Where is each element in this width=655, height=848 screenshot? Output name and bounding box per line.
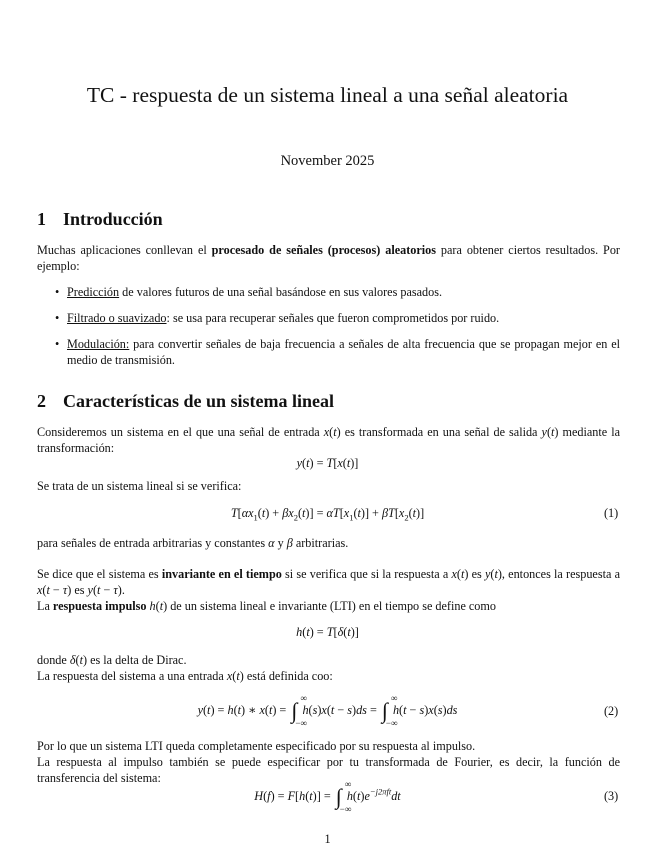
integral-icon: ∫ ∞ −∞ bbox=[381, 693, 398, 728]
equation-number: (3) bbox=[604, 789, 619, 803]
list-item bbox=[55, 310, 620, 326]
bold-text: procesado de señales (procesos) aleatorios bbox=[211, 243, 437, 257]
text: La respuesta del sistema a una entrada bbox=[37, 669, 227, 683]
bullet-icon: • bbox=[55, 311, 60, 325]
equation-convolution: y(t) = h(t) ∗ x(t) = ∫ ∞ −∞ h(s)x(t − s)ds = ∫ ∞ −∞ h(t − s)x(s)ds bbox=[197, 693, 458, 728]
bullet-icon: • bbox=[55, 337, 60, 351]
section-number: 2 bbox=[37, 391, 46, 411]
underlined-term: Modulación: bbox=[67, 337, 130, 351]
text: es bbox=[468, 567, 485, 581]
equation-transfer: H(f) = F[h(t)] = ∫ ∞ −∞ $h(t)e^{-j2\pi ft}dt$ bbox=[254, 779, 401, 814]
paragraph: Se dice que el sistema es invariante en el tiempo si se verifica que si la respuesta a x(t) es y(t), entonces la respuesta a x(t − τ) es y(t − τ). bbox=[37, 567, 620, 598]
underlined-term: Predicción bbox=[67, 285, 120, 299]
text: si se verifica que si la respuesta a bbox=[281, 567, 452, 581]
equation-transform: y(t) = T[x(t)] bbox=[296, 456, 359, 470]
bold-text: invariante en el tiempo bbox=[161, 567, 282, 581]
equation-number: (1) bbox=[604, 506, 619, 520]
list-item bbox=[55, 336, 620, 368]
document-date: November 2025 bbox=[280, 153, 375, 169]
text: arbitrarias. bbox=[292, 536, 349, 550]
underlined-term: Filtrado o suavizado bbox=[67, 311, 167, 325]
text: mediante la transformación: bbox=[37, 425, 620, 456]
text: : se usa para recuperar señales que fueron comprometidos por ruido. bbox=[166, 311, 500, 325]
section-number: 1 bbox=[37, 209, 46, 229]
text: de valores futuros de una señal basándose en sus valores pasados. bbox=[119, 285, 443, 299]
text: . bbox=[121, 583, 125, 598]
section-heading-2 bbox=[37, 391, 334, 412]
text: es bbox=[71, 583, 88, 598]
equation-impulse: h(t) = T[δ(t)] bbox=[296, 625, 359, 639]
paragraph: La respuesta al impulso también se puede especificar por tu transformada de Fourier, es decir, la función de transferencia del sistema: bbox=[37, 755, 620, 786]
intro-paragraph bbox=[37, 242, 620, 274]
text: donde bbox=[37, 653, 70, 667]
bold-text: respuesta impulso bbox=[52, 599, 147, 613]
document-title: TC - respuesta de un sistema lineal a una señal aleatoria bbox=[86, 83, 569, 107]
text: está definida coo: bbox=[243, 669, 333, 683]
integral-icon: ∫ ∞ −∞ bbox=[335, 779, 352, 814]
text: Muchas aplicaciones conllevan el bbox=[37, 243, 212, 257]
text: y bbox=[274, 536, 287, 550]
bullet-icon: • bbox=[55, 285, 60, 299]
paragraph: Se trata de un sistema lineal si se verifica: bbox=[37, 479, 242, 493]
equation-number: (2) bbox=[604, 704, 619, 718]
section-title: Introducción bbox=[63, 209, 163, 229]
text: La bbox=[37, 599, 53, 613]
list-item bbox=[55, 284, 620, 300]
text: para convertir señales de baja frecuencia a señales de alta frecuencia que se propagan mejor en el medio de transmisión. bbox=[67, 337, 620, 368]
section-heading-1 bbox=[37, 209, 163, 230]
integral-icon: ∫ ∞ −∞ bbox=[291, 693, 307, 728]
text: es la delta de Dirac. bbox=[87, 653, 187, 667]
text: , entonces la respuesta a bbox=[501, 567, 620, 581]
text: Se dice que el sistema es bbox=[37, 567, 162, 581]
text: Consideremos un sistema en el que una señal de entrada bbox=[37, 425, 324, 439]
equation-linearity: $T[\alpha x_1(t) + \beta x_2(t)] = \alpha T[x_1(t)] + \beta T[x_2(t)]$ bbox=[230, 506, 425, 523]
text: para señales de entrada arbitrarias y constantes bbox=[37, 536, 269, 550]
section-title: Características de un sistema lineal bbox=[63, 391, 334, 411]
paragraph: La respuesta del sistema a una entrada x(t) está definida coo: bbox=[37, 669, 333, 683]
paragraph: Por lo que un sistema LTI queda completamente especificado por su respuesta al impulso. bbox=[37, 739, 476, 753]
paragraph: para señales de entrada arbitrarias y constantes α y β arbitrarias. bbox=[37, 536, 349, 550]
paragraph: Consideremos un sistema en el que una señal de entrada x(t) es transformada en una señal de salida y(t) mediante la transformación: bbox=[37, 425, 620, 456]
page-number: 1 bbox=[324, 832, 331, 846]
paragraph: La respuesta impulso h(t) de un sistema lineal e invariante (LTI) en el tiempo se define como bbox=[37, 599, 496, 613]
paragraph: donde δ(t) es la delta de Dirac. bbox=[37, 653, 187, 667]
text: para obtener ciertos resultados. Por ejemplo: bbox=[37, 243, 620, 274]
text: de un sistema lineal e invariante (LTI) en el tiempo se define como bbox=[167, 599, 496, 613]
text: es transformada en una señal de salida bbox=[340, 425, 542, 439]
